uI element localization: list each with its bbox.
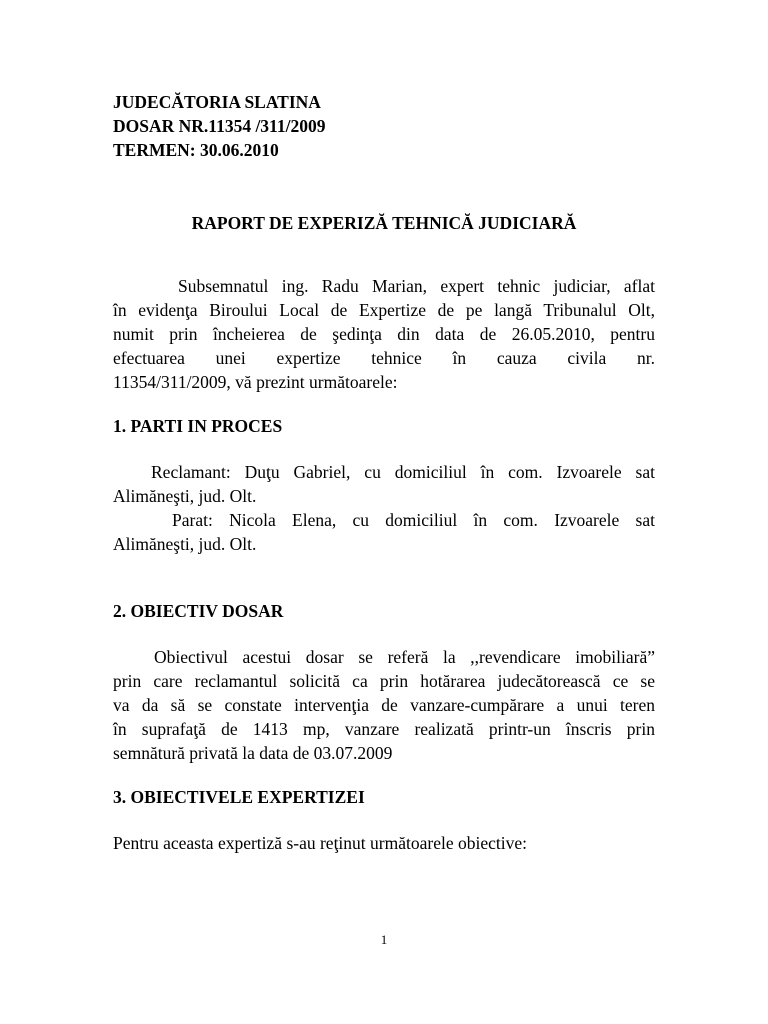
page-number: 1 bbox=[380, 932, 388, 947]
objective-line: prin care reclamantul solicită ca prin hotărarea judecătorească ce se bbox=[113, 671, 655, 691]
expertise-objectives-intro: Pentru aceasta expertiză s-au reţinut următoarele obiective: bbox=[113, 833, 527, 853]
intro-line: efectuarea unei expertize tehnice în cauza civila nr. bbox=[113, 348, 655, 368]
section-heading-objective: 2. OBIECTIV DOSAR bbox=[113, 601, 284, 621]
court-name: JUDECĂTORIA SLATINA bbox=[113, 92, 321, 112]
parat-line: Alimăneşti, jud. Olt. bbox=[113, 534, 257, 554]
report-title: RAPORT DE EXPERIZĂ TEHNICĂ JUDICIARĂ bbox=[191, 213, 577, 233]
section-heading-expertise-objectives: 3. OBIECTIVELE EXPERTIZEI bbox=[113, 787, 365, 807]
intro-line: 11354/311/2009, vă prezint următoarele: bbox=[113, 372, 398, 392]
parat-line: Parat: Nicola Elena, cu domiciliul în com. Izvoarele sat bbox=[172, 510, 655, 530]
hearing-term: TERMEN: 30.06.2010 bbox=[113, 140, 279, 160]
objective-line: în suprafaţă de 1413 mp, vanzare realizată printr-un înscris prin bbox=[113, 719, 655, 739]
reclamant-line: Alimăneşti, jud. Olt. bbox=[113, 486, 257, 506]
intro-line: numit prin încheierea de şedinţa din data de 26.05.2010, pentru bbox=[113, 324, 655, 344]
intro-line: în evidenţa Biroului Local de Expertize de pe langă Tribunalul Olt, bbox=[113, 300, 655, 320]
section-heading-parties: 1. PARTI IN PROCES bbox=[113, 416, 283, 436]
intro-line: Subsemnatul ing. Radu Marian, expert tehnic judiciar, aflat bbox=[178, 276, 655, 296]
objective-line: semnătură privată la data de 03.07.2009 bbox=[113, 743, 393, 763]
objective-line: Obiectivul acestui dosar se referă la ,,revendicare imobiliară” bbox=[154, 647, 655, 667]
objective-line: va da să se constate intervenţia de vanzare-cumpărare a unui teren bbox=[113, 695, 655, 715]
case-number: DOSAR NR.11354 /311/2009 bbox=[113, 116, 326, 136]
reclamant-line: Reclamant: Duţu Gabriel, cu domiciliul în com. Izvoarele sat bbox=[151, 462, 655, 482]
